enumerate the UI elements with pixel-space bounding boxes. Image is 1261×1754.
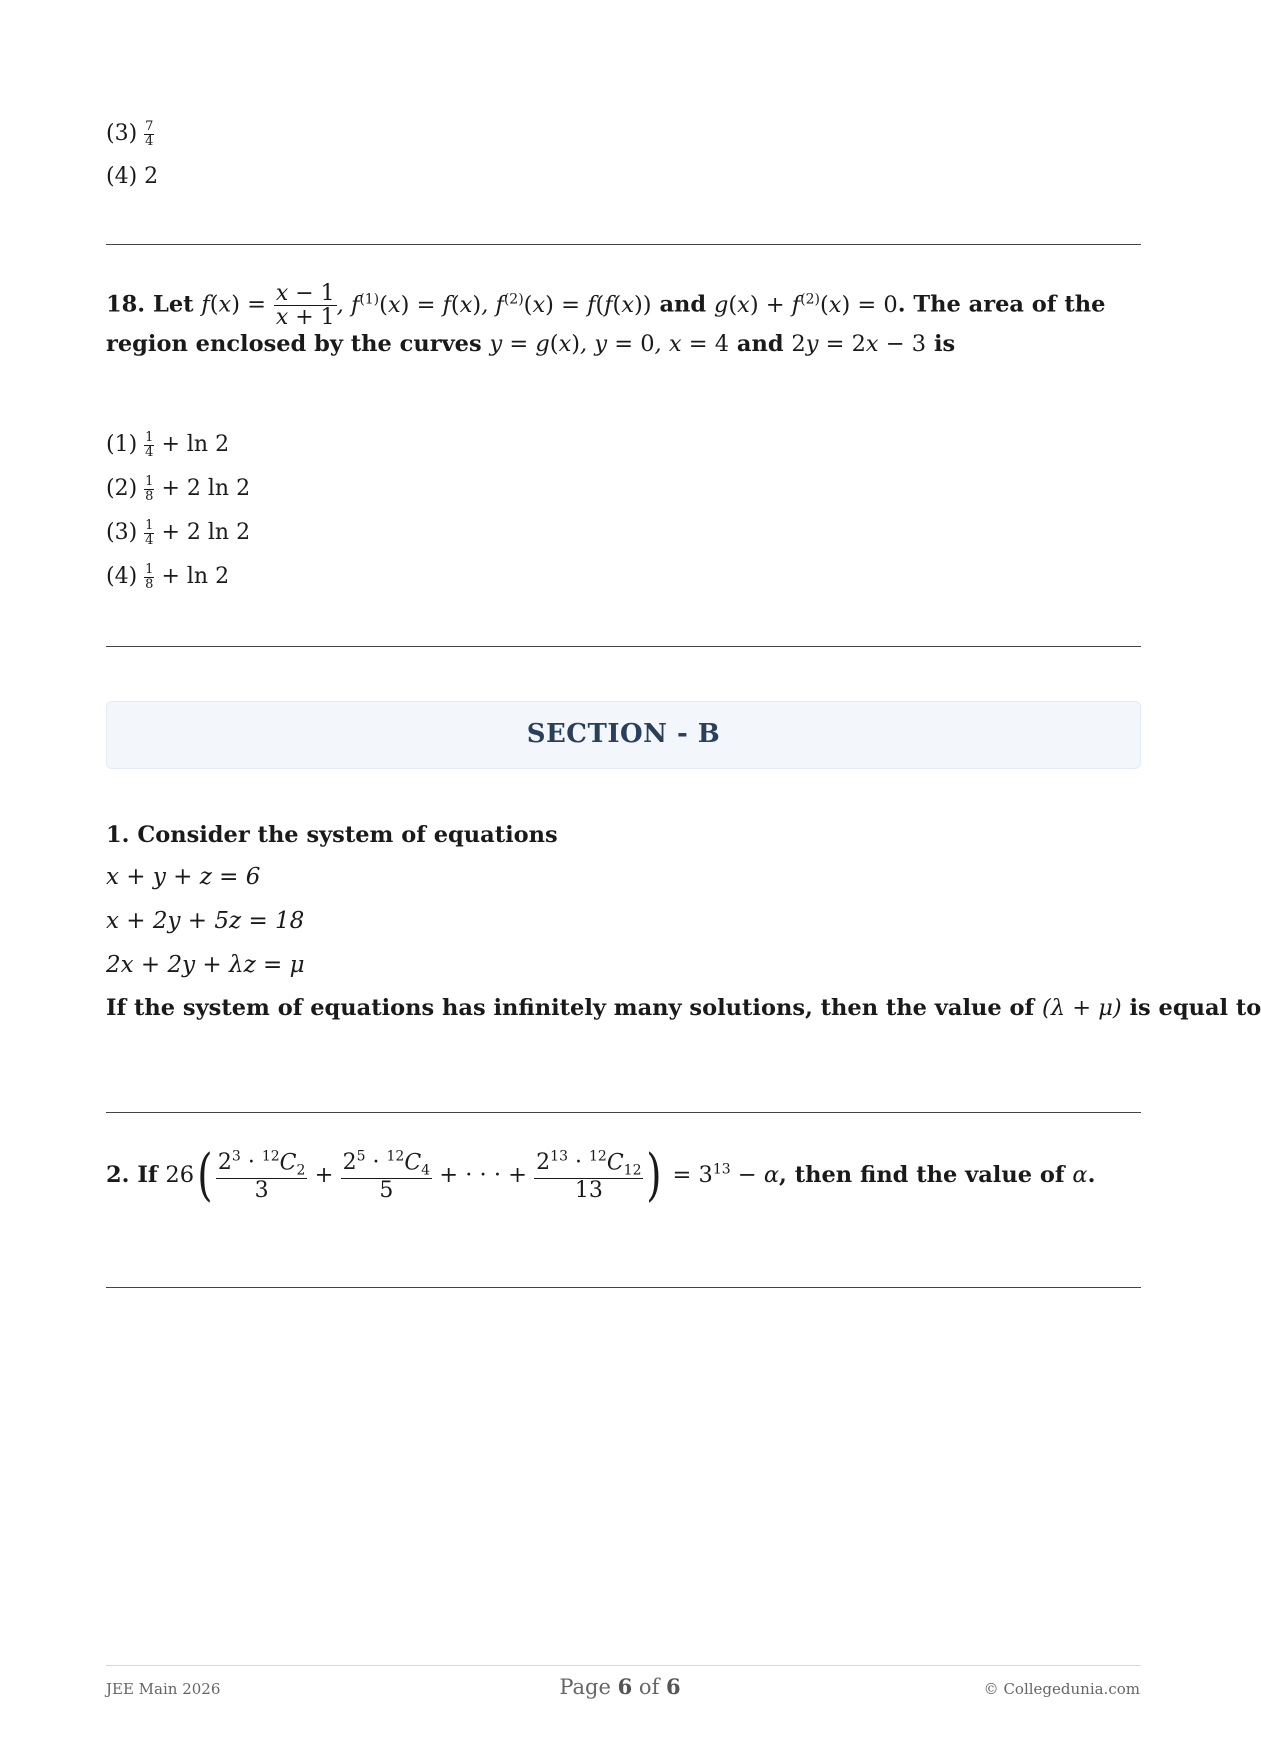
- question-text: Let: [153, 291, 194, 318]
- fraction: $\frac{2^3 \cdot ^{12}C_2}{3}$: [217, 1148, 306, 1204]
- fraction: $\frac{2^{13} \cdot ^{12}C_{12}}{13}$: [536, 1148, 642, 1204]
- question-number: 2.: [106, 1162, 130, 1188]
- section-header: [106, 701, 1141, 769]
- fraction: $\frac{1}{8}$: [145, 473, 154, 504]
- question-text: . The area of the: [897, 291, 1106, 318]
- fraction: $\frac{1}{8}$: [145, 561, 154, 592]
- question-text: is: [933, 331, 956, 358]
- question-18-line-2: [106, 329, 1141, 359]
- option-label: (3): [106, 520, 138, 545]
- option-label: (4): [106, 164, 138, 189]
- option-value: + 2 ln 2: [161, 476, 251, 501]
- q18-option-1: [106, 430, 229, 460]
- question-text: region enclosed by the curves: [106, 331, 482, 358]
- question-text: and: [659, 291, 707, 318]
- math-expr: , $f^{(1)}(x) = f(x)$, $f^{(2)}(x) = f(f(x))$: [336, 291, 652, 318]
- question-text: .: [1087, 1162, 1096, 1188]
- option-value: 2: [144, 164, 159, 189]
- math-expr: (λ + μ): [1042, 995, 1122, 1021]
- q18-option-2: [106, 474, 250, 504]
- option-label: (1): [106, 432, 138, 457]
- question-text: If the system of equations has infinitely many solutions, then the value of: [106, 995, 1035, 1021]
- section-b-question-1-text: [106, 993, 1261, 1023]
- question-text: is equal to: [1129, 995, 1261, 1021]
- math-expr: 26( $\frac{2^3 \cdot ^{12}C_2}{3}$ + $\frac{2^5 \cdot ^{12}C_4}{5}$ + · · · + $\frac{2^{13} \cdot ^{12}C_{12}}{13}$ ) = $3^{13} - \alpha$: [165, 1143, 780, 1208]
- option-value: + 2 ln 2: [161, 520, 251, 545]
- fraction: $\frac{1}{4}$: [145, 517, 154, 548]
- math-expr: 2y = 2x − 3: [791, 331, 927, 358]
- equation-1: x + y + z = 6: [106, 864, 261, 890]
- fraction: $\frac{1}{4}$: [145, 429, 154, 460]
- q18-option-3: [106, 518, 250, 548]
- divider: [106, 1112, 1141, 1113]
- question-text: If: [137, 1162, 158, 1188]
- fraction: $\frac{2^5 \cdot ^{12}C_4}{5}$: [342, 1148, 431, 1204]
- option-value: + ln 2: [161, 432, 230, 457]
- math-expr: f(x) =: [201, 291, 266, 318]
- question-number: 18.: [106, 291, 146, 318]
- page-current: 6: [617, 1674, 633, 1699]
- math-expr: α: [1072, 1162, 1088, 1188]
- page-of: of: [638, 1675, 660, 1699]
- option-label: (4): [106, 564, 138, 589]
- question-text: and: [736, 331, 784, 358]
- fraction: $\frac{x - 1}{x + 1}$: [275, 281, 335, 331]
- divider: [106, 1287, 1141, 1288]
- question-18-line-1: [106, 282, 1141, 329]
- prev-option-4: [106, 162, 158, 192]
- equation-3: 2x + 2y + λz = μ: [106, 952, 305, 978]
- math-expr: y = g(x), y = 0, x = 4: [489, 331, 730, 358]
- denominator: 4: [145, 133, 154, 149]
- option-label: (3): [106, 121, 138, 146]
- fraction: [144, 120, 154, 148]
- divider: [106, 646, 1141, 647]
- divider: [106, 244, 1141, 245]
- footer-divider: [106, 1665, 1141, 1666]
- page-total: 6: [666, 1674, 681, 1699]
- footer-exam-name: JEE Main 2026: [106, 1680, 221, 1698]
- question-18: [106, 282, 1141, 359]
- math-expr: $g(x) + f^{(2)}(x) = 0$: [713, 291, 898, 318]
- q18-option-4: [106, 562, 229, 592]
- equation-2: x + 2y + 5z = 18: [106, 908, 305, 934]
- prev-option-3: [106, 119, 154, 149]
- option-label: (2): [106, 476, 138, 501]
- page-prefix: Page: [559, 1675, 611, 1699]
- section-title: SECTION - B: [526, 719, 721, 749]
- question-text: 1. Consider the system of equations: [106, 822, 558, 848]
- section-b-question-2: [106, 1143, 1141, 1208]
- question-text: , then find the value of: [779, 1162, 1065, 1188]
- numerator: 7: [145, 118, 154, 134]
- option-value: + ln 2: [161, 564, 230, 589]
- section-b-question-1-title: [106, 820, 1141, 850]
- footer-copyright: © Collegedunia.com: [983, 1680, 1140, 1698]
